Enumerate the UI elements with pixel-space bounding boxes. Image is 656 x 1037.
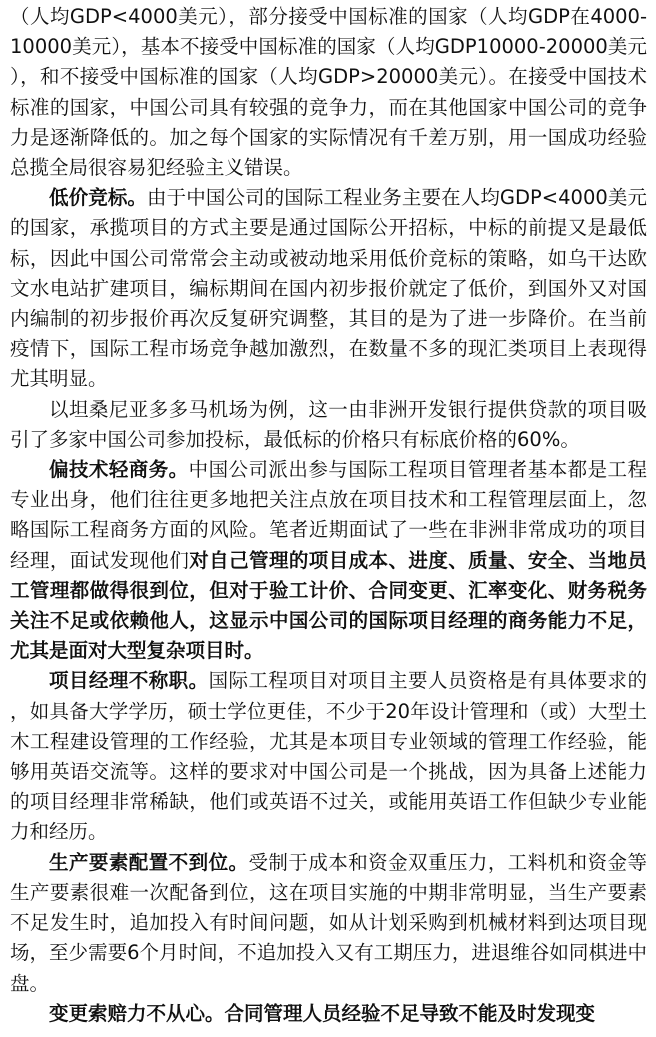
paragraph-standards [10,2,647,183]
paragraph-text: 受制于成本和资金双重压力，工料机和资金等生产要素很难一次配备到位，这在项目实施的中期非常明显，当生产要素不足发生时，追加投入有时间问题，如从计划采购到机械材料到达项目现场，至少需要6个月时间，不追加投入又有工期压力，进退维谷如同棋进中盘。 [10,850,647,995]
section-heading-low-price: 低价竞标。 [49,186,148,210]
paragraph-text: 国际工程项目对项目主要人员资格是有具体要求的，如具备大学学历，硕士学位更佳，不少于20年设计管理和（或）大型土木工程建设管理的工作经验，尤其是本项目专业领域的管理工作经验，能够用英语交流等。这样的要求对中国公司是一个挑战，因为具备上述能力的项目经理非常稀缺，他们或英语不过关，或能用英语工作但缺少专业能力和经历。 [10,669,647,844]
paragraph-production-factors [10,848,647,999]
section-heading-tech-over-commerce: 偏技术轻商务。 [49,458,189,482]
section-heading-project-manager: 项目经理不称职。 [49,669,209,693]
paragraph-text: 合同管理人员经验不足导致不能及时发现变 [224,1001,596,1025]
paragraph-low-price-bidding [10,183,647,394]
paragraph-project-manager [10,666,647,847]
paragraph-text: 由于中国公司的国际工程业务主要在人均GDP<4000美元的国家，承揽项目的方式主要是通过国际公开招标，中标的前提又是最低标，因此中国公司常常会主动或被动地采用低价竞标的策略，如乌干达欧文水电站扩建项目，编标期间在国内初步报价就定了低价，到国外又对国内编制的初步报价再次反复研究调整，其目的是为了进一步降价。在当前疫情下，国际工程市场竞争越加激烈，在数量不多的现汇类项目上表现得尤其明显。 [10,186,647,391]
paragraph-dodoma-example [10,395,647,455]
paragraph-text: （人均GDP<4000美元），部分接受中国标准的国家（人均GDP在4000-10000美元），基本不接受中国标准的国家（人均GDP10000-20000美元），和不接受中国标准的国家（人均GDP>20000美元）。在接受中国技术标准的国家，中国公司具有较强的竞争力，而在其他国家中国公司的竞争力是逐渐降低的。加之每个国家的实际情况有千差万别，用一国成功经验总揽全局很容易犯经验主义错误。 [10,5,647,180]
section-heading-production-factors: 生产要素配置不到位。 [49,850,249,874]
emphasis-text: 对自己管理的项目成本、进度、质量、安全、当地员工管理都做得很到位，但对于验工计价、合同变更、汇率变化、财务税务关注不足或依赖他人，这显示中国公司的国际项目经理的商务能力不足，尤其是面对大型复杂项目时。 [10,548,647,663]
paragraph-text: 以坦桑尼亚多多马机场为例，这一由非洲开发银行提供贷款的项目吸引了多家中国公司参加投标，最低标的价格只有标底价格的60%。 [10,397,647,451]
paragraph-tech-over-commerce [10,455,647,666]
paragraph-text: 中国公司派出参与国际工程项目管理者基本都是工程专业出身，他们往往更多地把关注点放在项目技术和工程管理层面上，忽略国际工程商务方面的风险。笔者近期面试了一些在非洲非常成功的项目经理，面试发现他们 [10,458,647,572]
paragraph-claims [10,999,647,1029]
section-heading-claims: 变更索赔力不从心。 [49,1001,225,1025]
